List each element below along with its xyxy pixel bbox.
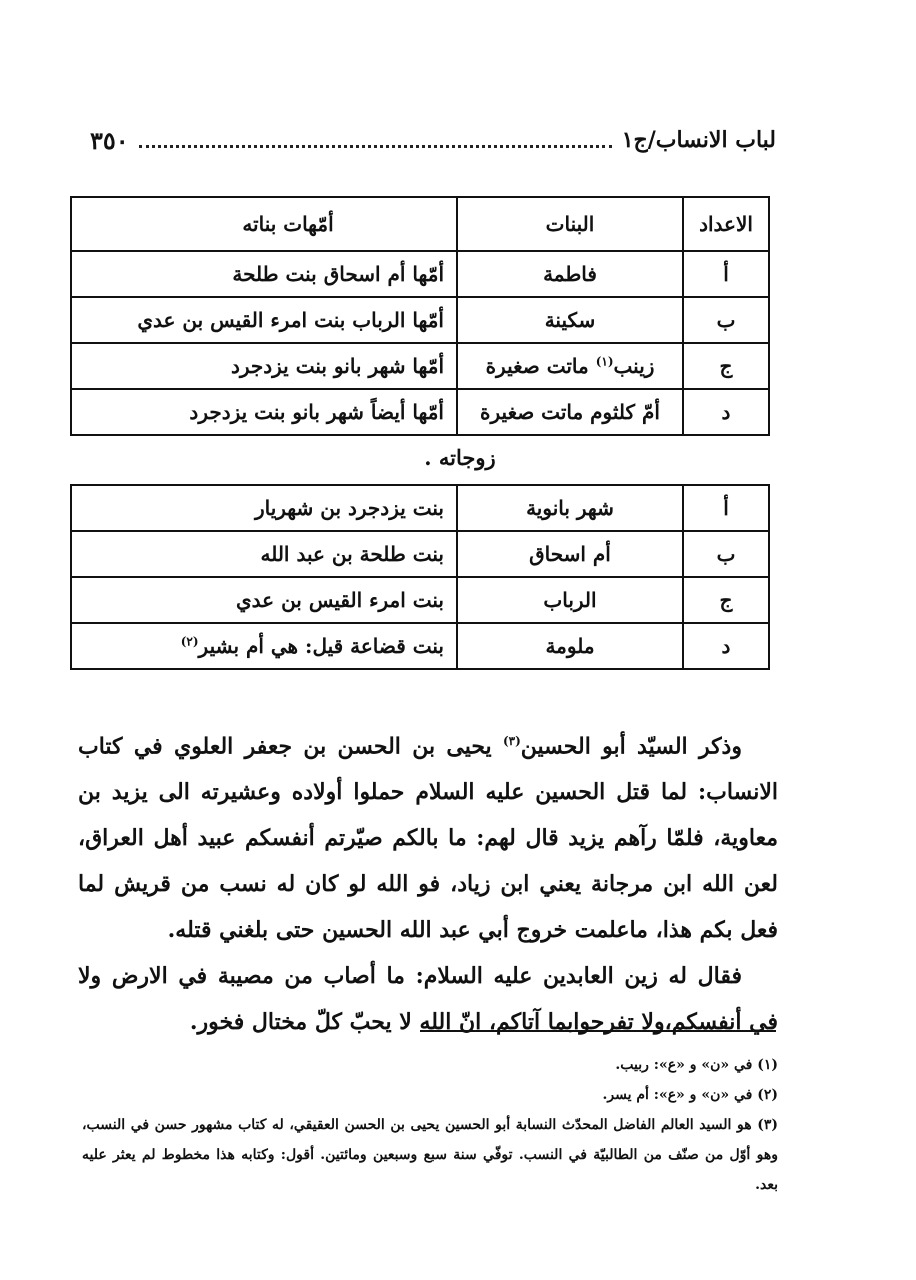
footnote-ref: (٢): [180, 634, 199, 649]
row-index: ب: [683, 531, 769, 577]
daughter-mother: أمّها أم اسحاق بنت طلحة: [71, 251, 457, 297]
paragraph-text: وذكر السيّد أبو الحسين: [520, 733, 742, 760]
body-text: [78, 718, 778, 1045]
header-dots: [139, 145, 612, 148]
header-index: الاعداد: [683, 197, 769, 251]
wives-table: [70, 484, 770, 670]
table-row: [71, 577, 769, 623]
footnote-ref: (٣): [502, 734, 521, 748]
row-index: ج: [683, 577, 769, 623]
daughter-note: ماتت صغيرة: [485, 354, 596, 378]
footnotes: [82, 1050, 778, 1200]
table-row: [71, 531, 769, 577]
daughter-name-cell: [457, 343, 683, 389]
row-index: د: [683, 389, 769, 435]
book-title: لباب الانساب/ج١: [621, 127, 776, 153]
header-mothers: أمّهات بناته: [71, 197, 457, 251]
wife-lineage: بنت امرء القيس بن عدي: [71, 577, 457, 623]
table-row: [71, 251, 769, 297]
row-index: أ: [683, 485, 769, 531]
paragraph: [78, 718, 778, 953]
footnote: (٢) في «ن» و «ع»: أم يسر.: [602, 1087, 778, 1103]
row-index: ج: [683, 343, 769, 389]
paragraph-text: يحيى بن الحسن بن جعفر العلوي في كتاب الانساب: لما قتل الحسين عليه السلام حملوا أولاده وعشيرته الى يزيد بن معاوية، فلمّا رآهم يزيد قال لهم: ما بالكم صيّرتم أنفسكم عبيد أهل العراق، لعن الله ابن مرجانة يعني ابن زياد، فو الله لو كان له نسب من قريش لما فعل بكم هذا، ماعلمت خروج أبي عبد الله الحسين حتى بلغني قتله.: [78, 733, 778, 944]
row-index: أ: [683, 251, 769, 297]
wife-lineage-cell: [71, 623, 457, 669]
daughter-mother: أمّها أيضاً شهر بانو بنت يزدجرد: [71, 389, 457, 435]
footnote: (٣) هو السيد العالم الفاضل المحدّث النسابة أبو الحسين يحيى بن الحسن العقيقي، له كتاب مشهور حسن في النسب، وهو أوّل من صنّف من الطالبيّة في النسب. توفّي سنة سبع وسبعين ومائتين. أقول: وكتابه هذا مخطوط لم يعثر عليه بعد.: [82, 1117, 778, 1193]
table-header-row: [71, 197, 769, 251]
table-row: [71, 623, 769, 669]
wife-name: ملومة: [457, 623, 683, 669]
wife-name: شهر بانوية: [457, 485, 683, 531]
page-header: [90, 120, 776, 160]
table-row: [71, 389, 769, 435]
footnote-ref: (١): [595, 354, 614, 369]
daughter-mother: أمّها شهر بانو بنت يزدجرد: [71, 343, 457, 389]
wife-name: أم اسحاق: [457, 531, 683, 577]
wives-heading: زوجاته .: [424, 445, 496, 470]
daughter-name: فاطمة: [457, 251, 683, 297]
table-row: [71, 343, 769, 389]
footnote-separator: [420, 1030, 776, 1032]
daughter-name: سكينة: [457, 297, 683, 343]
wife-lineage: بنت يزدجرد بن شهريار: [71, 485, 457, 531]
row-index: د: [683, 623, 769, 669]
daughter-name: أمّ كلثوم ماتت صغيرة: [457, 389, 683, 435]
wife-lineage: بنت قضاعة قيل: هي أم بشير: [198, 634, 444, 658]
daughter-mother: أمّها الرباب بنت امرء القيس بن عدي: [71, 297, 457, 343]
header-daughters: البنات: [457, 197, 683, 251]
table-row: [71, 297, 769, 343]
paragraph: فقال له زين العابدين عليه السلام: ما أصاب من مصيبة في الارض ولا في أنفسكم،ولا تفرحوابما آتاكم، انّ الله لا يحبّ كلّ مختال فخور.: [78, 963, 778, 1036]
footnote: (١) في «ن» و «ع»: ربيب.: [615, 1057, 778, 1073]
wife-lineage: بنت طلحة بن عبد الله: [71, 531, 457, 577]
daughters-table: [70, 196, 770, 436]
page-number: ٣٥٠: [90, 125, 129, 155]
row-index: ب: [683, 297, 769, 343]
wife-name: الرباب: [457, 577, 683, 623]
table-row: [71, 485, 769, 531]
daughter-name: زينب: [613, 354, 655, 378]
